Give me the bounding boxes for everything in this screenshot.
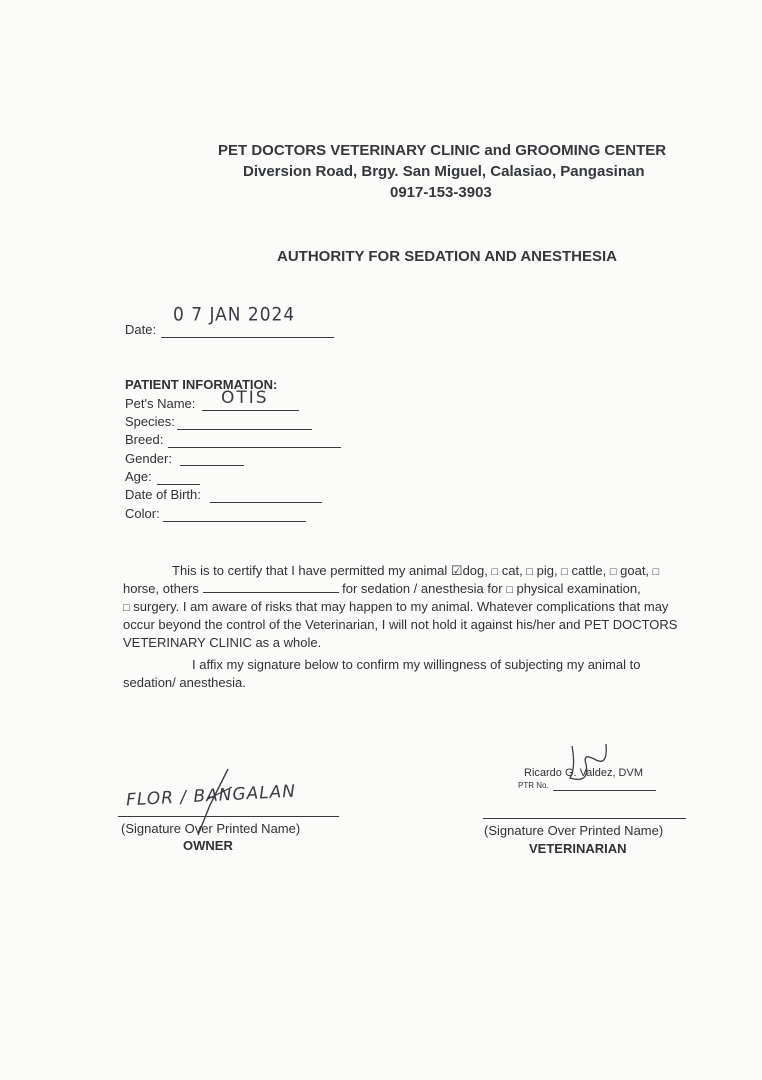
option-horse-others: horse, others (123, 581, 199, 596)
age-label: Age: (125, 469, 152, 484)
clinic-name: PET DOCTORS VETERINARY CLINIC and GROOMING CENTER (218, 142, 667, 159)
species-label: Species: (125, 414, 175, 429)
cat-checkbox[interactable]: □ (491, 566, 499, 578)
pig-checkbox[interactable]: □ (526, 566, 534, 578)
vet-ptr-line[interactable] (553, 790, 656, 791)
option-goat: goat, (620, 563, 650, 578)
option-pig: pig, (536, 563, 558, 578)
owner-role: OWNER (183, 838, 233, 853)
gender-label: Gender: (125, 451, 172, 466)
cattle-checkbox[interactable]: □ (561, 566, 568, 578)
option-dog: dog, (462, 563, 488, 578)
option-cattle: cattle, (571, 563, 607, 578)
certification-line-2 (123, 580, 641, 599)
species-line[interactable] (177, 429, 312, 430)
vet-stamp-name: Ricardo G. Valdez, DVM (524, 767, 644, 779)
age-line[interactable] (157, 484, 200, 485)
others-blank[interactable] (203, 580, 339, 593)
affix-line-2: sedation/ anesthesia. (123, 675, 246, 690)
owner-signature[interactable]: FLOR / BANGALAN (125, 781, 297, 811)
goat-checkbox[interactable]: □ (609, 566, 617, 578)
clinic-phone: 0917-153-3903 (390, 184, 492, 201)
pets-name-line (202, 410, 299, 411)
date-stamp-value[interactable]: 0 7 JAN 2024 (173, 304, 296, 326)
certification-line-1 (172, 562, 659, 581)
certification-intro: This is to certify that I have permitted my animal (172, 563, 448, 578)
dog-checkbox-checked[interactable]: ☑ (450, 563, 463, 578)
certification-line-5: VETERINARY CLINIC as a whole. (123, 635, 322, 650)
owner-caption: (Signature Over Printed Name) (121, 821, 301, 836)
horse-checkbox[interactable]: □ (652, 566, 660, 578)
dob-line[interactable] (210, 502, 322, 503)
vet-role: VETERINARIAN (529, 841, 627, 856)
option-physical-exam: physical examination, (516, 581, 641, 596)
surgery-checkbox[interactable]: □ (123, 602, 130, 614)
vet-caption: (Signature Over Printed Name) (484, 823, 664, 838)
dob-label: Date of Birth: (125, 487, 201, 502)
vet-signature-line (483, 818, 686, 819)
physical-exam-checkbox[interactable]: □ (506, 584, 513, 596)
breed-line[interactable] (168, 447, 341, 448)
owner-signature-line (118, 816, 339, 817)
breed-label: Breed: (125, 432, 164, 447)
pets-name-value[interactable]: OTIS (221, 388, 269, 408)
certification-line-4: occur beyond the control of the Veterinarian, I will not hold it against his/her and PET DOCTORS (123, 617, 678, 632)
color-label: Color: (125, 506, 160, 521)
clinic-address: Diversion Road, Brgy. San Miguel, Calasiao, Pangasinan (243, 163, 645, 180)
option-cat: cat, (501, 563, 523, 578)
document-title: AUTHORITY FOR SEDATION AND ANESTHESIA (277, 248, 618, 265)
vet-ptr-label: PTR No. (518, 781, 549, 790)
gender-line[interactable] (180, 465, 244, 466)
color-line[interactable] (163, 521, 306, 522)
patient-info-heading: PATIENT INFORMATION: (125, 377, 278, 392)
affix-line-1: I affix my signature below to confirm my willingness of subjecting my animal to (192, 657, 641, 672)
surgery-text: surgery. I am aware of risks that may happen to my animal. Whatever complications that may (133, 599, 669, 614)
for-sedation-text: for sedation / anesthesia for (342, 581, 503, 596)
certification-line-3 (123, 598, 668, 617)
pets-name-label: Pet's Name: (125, 396, 196, 411)
date-label: Date: (125, 322, 157, 337)
date-underline (161, 337, 334, 338)
